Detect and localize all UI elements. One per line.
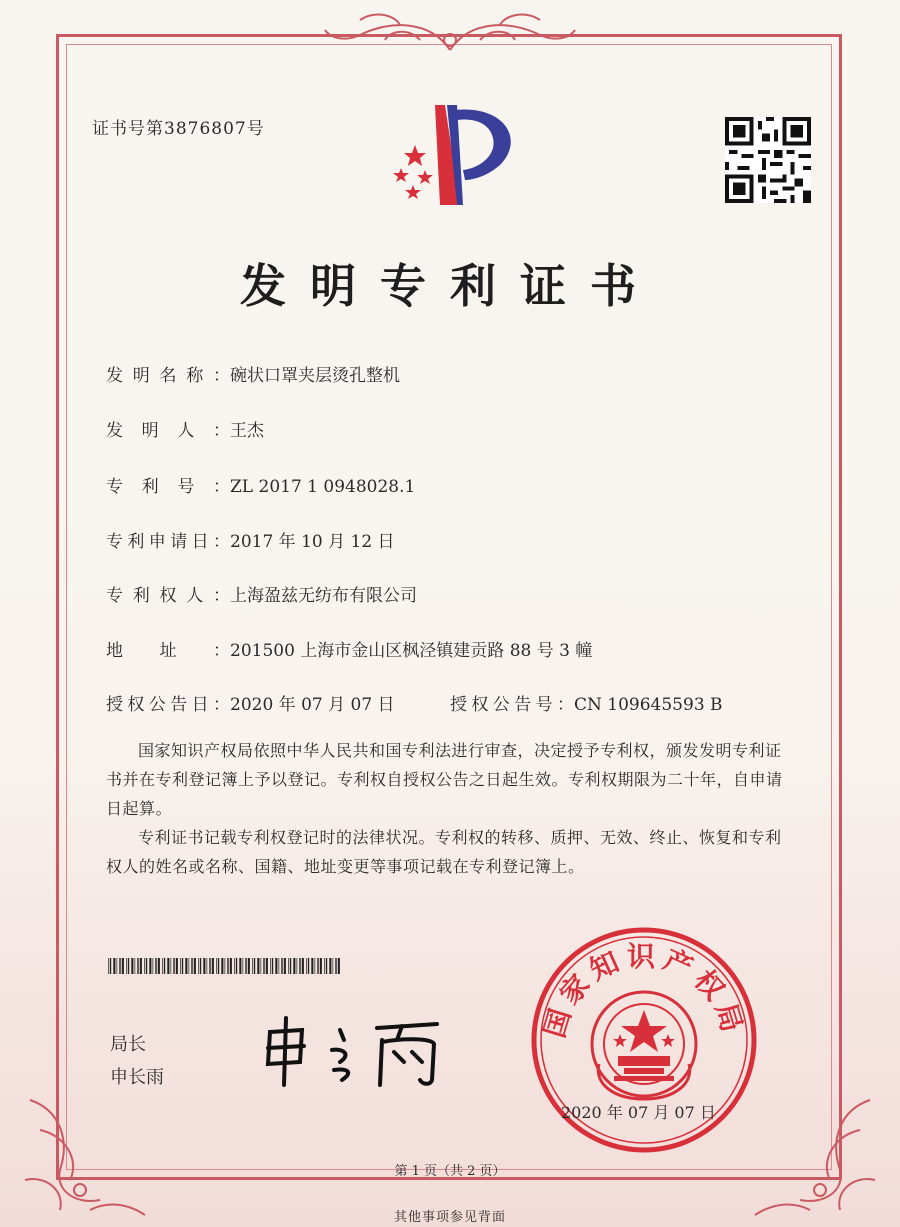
corner-ornament-bottom-right-icon [750,1080,880,1220]
barcode-bar [146,958,147,974]
barcode-bar [140,958,142,974]
barcode-bar [164,958,165,974]
field-label: 专利申请日： [106,532,230,552]
barcode-bar [200,958,201,974]
barcode-bar [263,958,264,974]
barcode-bar [198,958,199,974]
barcode-bar [155,958,156,974]
handwritten-signature [262,1010,462,1090]
field-inventor [106,416,264,441]
barcode-bar [236,958,237,974]
field-address [106,636,592,661]
barcode-bar [176,958,178,974]
barcode-bar [167,958,169,974]
barcode-bar [308,958,309,974]
barcode-bar [162,958,163,974]
field-grant-date [106,690,395,715]
page-number: 第 1 页（共 2 页） [394,1164,506,1179]
barcode-bar [119,958,120,974]
certificate-number: 证书号第3876807号 [92,119,265,139]
barcode-bar [212,958,214,974]
barcode-bar [191,958,192,974]
barcode-bar [194,958,196,974]
field-value: CN 109645593 B [574,695,723,715]
barcode-bar [306,958,307,974]
field-label: 发明名称： [106,366,230,386]
barcode-bar [299,958,300,974]
barcode-bar [297,958,298,974]
signature-title: 局长 [110,1034,146,1055]
barcode-bar [207,958,208,974]
barcode-bar [180,958,181,974]
barcode-bar [243,958,244,974]
barcode-bar [173,958,174,974]
barcode-bar [239,958,241,974]
barcode-bar [189,958,190,974]
barcode-bar [272,958,273,974]
barcode-bar [108,958,109,974]
field-label: 授权公告日： [106,695,230,715]
barcode-bar [225,958,226,974]
barcode-bar [221,958,223,974]
barcode-bar [333,958,334,974]
field-value: 2017 年 10 月 12 日 [230,532,395,552]
field-value: 王杰 [230,421,264,441]
barcode-bar [128,958,129,974]
barcode-bar [185,958,187,974]
field-label: 专利号： [106,477,230,497]
signature-name: 申长雨 [110,1067,164,1088]
seal-date: 2020 年 07 月 07 日 [561,1103,716,1122]
seal-text: 国家知识产权局 [537,940,751,1042]
field-value: 碗状口罩夹层烫孔整机 [230,366,400,386]
field-value: 201500 上海市金山区枫泾镇建贡路 88 号 3 幢 [230,641,593,661]
barcode-bar [338,958,340,974]
barcode-icon [108,958,344,974]
barcode-bar [182,958,183,974]
field-application-date [106,527,395,552]
barcode-bar [110,958,111,974]
barcode-bar [320,958,322,974]
barcode-bar [266,958,268,974]
barcode-bar [315,958,316,974]
top-ornament-icon [320,10,580,60]
barcode-bar [122,958,124,974]
barcode-bar [216,958,217,974]
barcode-bar [317,958,318,974]
field-patentee [106,581,417,606]
barcode-bar [252,958,253,974]
field-value: 2020 年 07 月 07 日 [230,695,395,715]
barcode-bar [284,958,286,974]
barcode-bar [227,958,228,974]
barcode-bar [329,958,331,974]
barcode-bar [245,958,246,974]
field-label: 专利权人： [106,586,230,606]
barcode-bar [126,958,127,974]
barcode-bar [230,958,232,974]
barcode-bar [137,958,138,974]
barcode-bar [290,958,291,974]
barcode-bar [131,958,133,974]
barcode-bar [275,958,277,974]
cnipa-logo-icon [385,100,525,210]
field-label: 地址： [106,641,230,661]
corner-ornament-bottom-left-icon [20,1080,150,1220]
barcode-bar [158,958,160,974]
barcode-bar [293,958,295,974]
barcode-bar [171,958,172,974]
barcode-bar [335,958,336,974]
barcode-bar [261,958,262,974]
barcode-bar [270,958,271,974]
field-grant-number [450,690,723,715]
field-value: 上海盈兹无纺布有限公司 [230,586,417,606]
barcode-bar [117,958,118,974]
barcode-bar [302,958,304,974]
field-patent-number [106,472,415,497]
barcode-bar [209,958,210,974]
barcode-bar [257,958,259,974]
body-paragraph-2: 专利证书记载专利权登记时的法律状况。专利权的转移、质押、无效、终止、恢复和专利权人的姓名或名称、国籍、地址变更等事项记载在专利登记簿上。 [106,828,782,876]
field-label: 授权公告号： [450,695,574,715]
field-invention-name [106,361,400,386]
barcode-bar [311,958,313,974]
body-paragraph-1: 国家知识产权局依照中华人民共和国专利法进行审查，决定授予专利权，颁发发明专利证书并在专利登记簿上予以登记。专利权自授权公告之日起生效。专利权期限为二十年，自申请日起算。 [106,741,783,818]
footer-note: 其他事项参见背面 [393,1210,506,1225]
barcode-bar [218,958,219,974]
barcode-bar [113,958,115,974]
field-label: 发明人： [106,421,230,441]
barcode-bar [248,958,250,974]
qr-code-icon [725,117,811,203]
barcode-bar [144,958,145,974]
barcode-bar [254,958,255,974]
barcode-bar [153,958,154,974]
barcode-bar [324,958,325,974]
barcode-bar [279,958,280,974]
barcode-bar [203,958,205,974]
barcode-bar [326,958,327,974]
certificate-title: 发明专利证书 [240,259,660,313]
field-value: ZL 2017 1 0948028.1 [230,477,416,497]
barcode-bar [234,958,235,974]
barcode-bar [281,958,282,974]
barcode-bar [288,958,289,974]
barcode-bar [149,958,151,974]
barcode-bar [135,958,136,974]
